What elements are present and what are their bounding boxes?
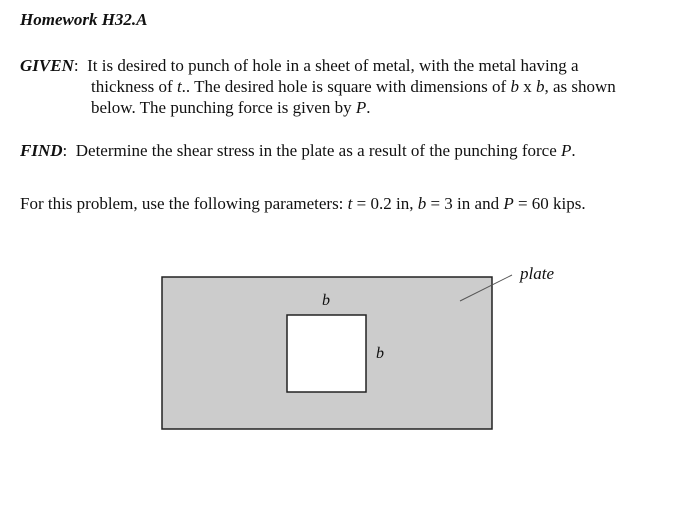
- param-b-value: = 3 in and: [426, 194, 504, 213]
- find-label: FIND: [20, 141, 63, 160]
- given-text-2b: .. The desired hole is square with dimensions of: [181, 77, 511, 96]
- param-p-value: = 60 kips.: [513, 194, 586, 213]
- params-prefix: For this problem, use the following parameters:: [20, 194, 348, 213]
- param-t-value: = 0.2 in,: [352, 194, 418, 213]
- plate-label: plate: [520, 264, 554, 283]
- var-p: P: [561, 141, 572, 160]
- find-section: FIND: Determine the shear stress in the plate as a result of the punching force P.: [20, 141, 576, 160]
- find-text: Determine the shear stress in the plate as a result of the punching force: [75, 141, 562, 160]
- var-b: b: [535, 77, 545, 96]
- homework-title: Homework H32.A: [20, 10, 148, 29]
- var-b: b: [510, 77, 519, 96]
- given-text-1: It is desired to punch of hole in a sheet of metal, with the metal having a: [87, 56, 579, 75]
- var-t: t: [176, 77, 182, 96]
- given-text-2c: , as shown: [544, 77, 616, 96]
- top-dimension-label: b: [322, 292, 330, 309]
- given-label: GIVEN: [20, 56, 74, 75]
- given-text-x: x: [518, 77, 536, 96]
- side-dimension-label: b: [376, 345, 384, 362]
- given-text-2a: thickness of: [91, 77, 177, 96]
- given-text-3-end: .: [366, 98, 371, 117]
- param-t-symbol: t: [347, 194, 353, 213]
- square-hole: [287, 315, 366, 392]
- given-text-3a: below. The punching force is given by: [91, 98, 356, 117]
- param-b-symbol: b: [417, 194, 427, 213]
- given-line-1: GIVEN: It is desired to punch of hole in a sheet of metal, with the metal having a: [20, 56, 579, 75]
- var-p: P: [355, 98, 367, 117]
- find-end: .: [571, 141, 576, 160]
- param-p-symbol: P: [503, 194, 514, 213]
